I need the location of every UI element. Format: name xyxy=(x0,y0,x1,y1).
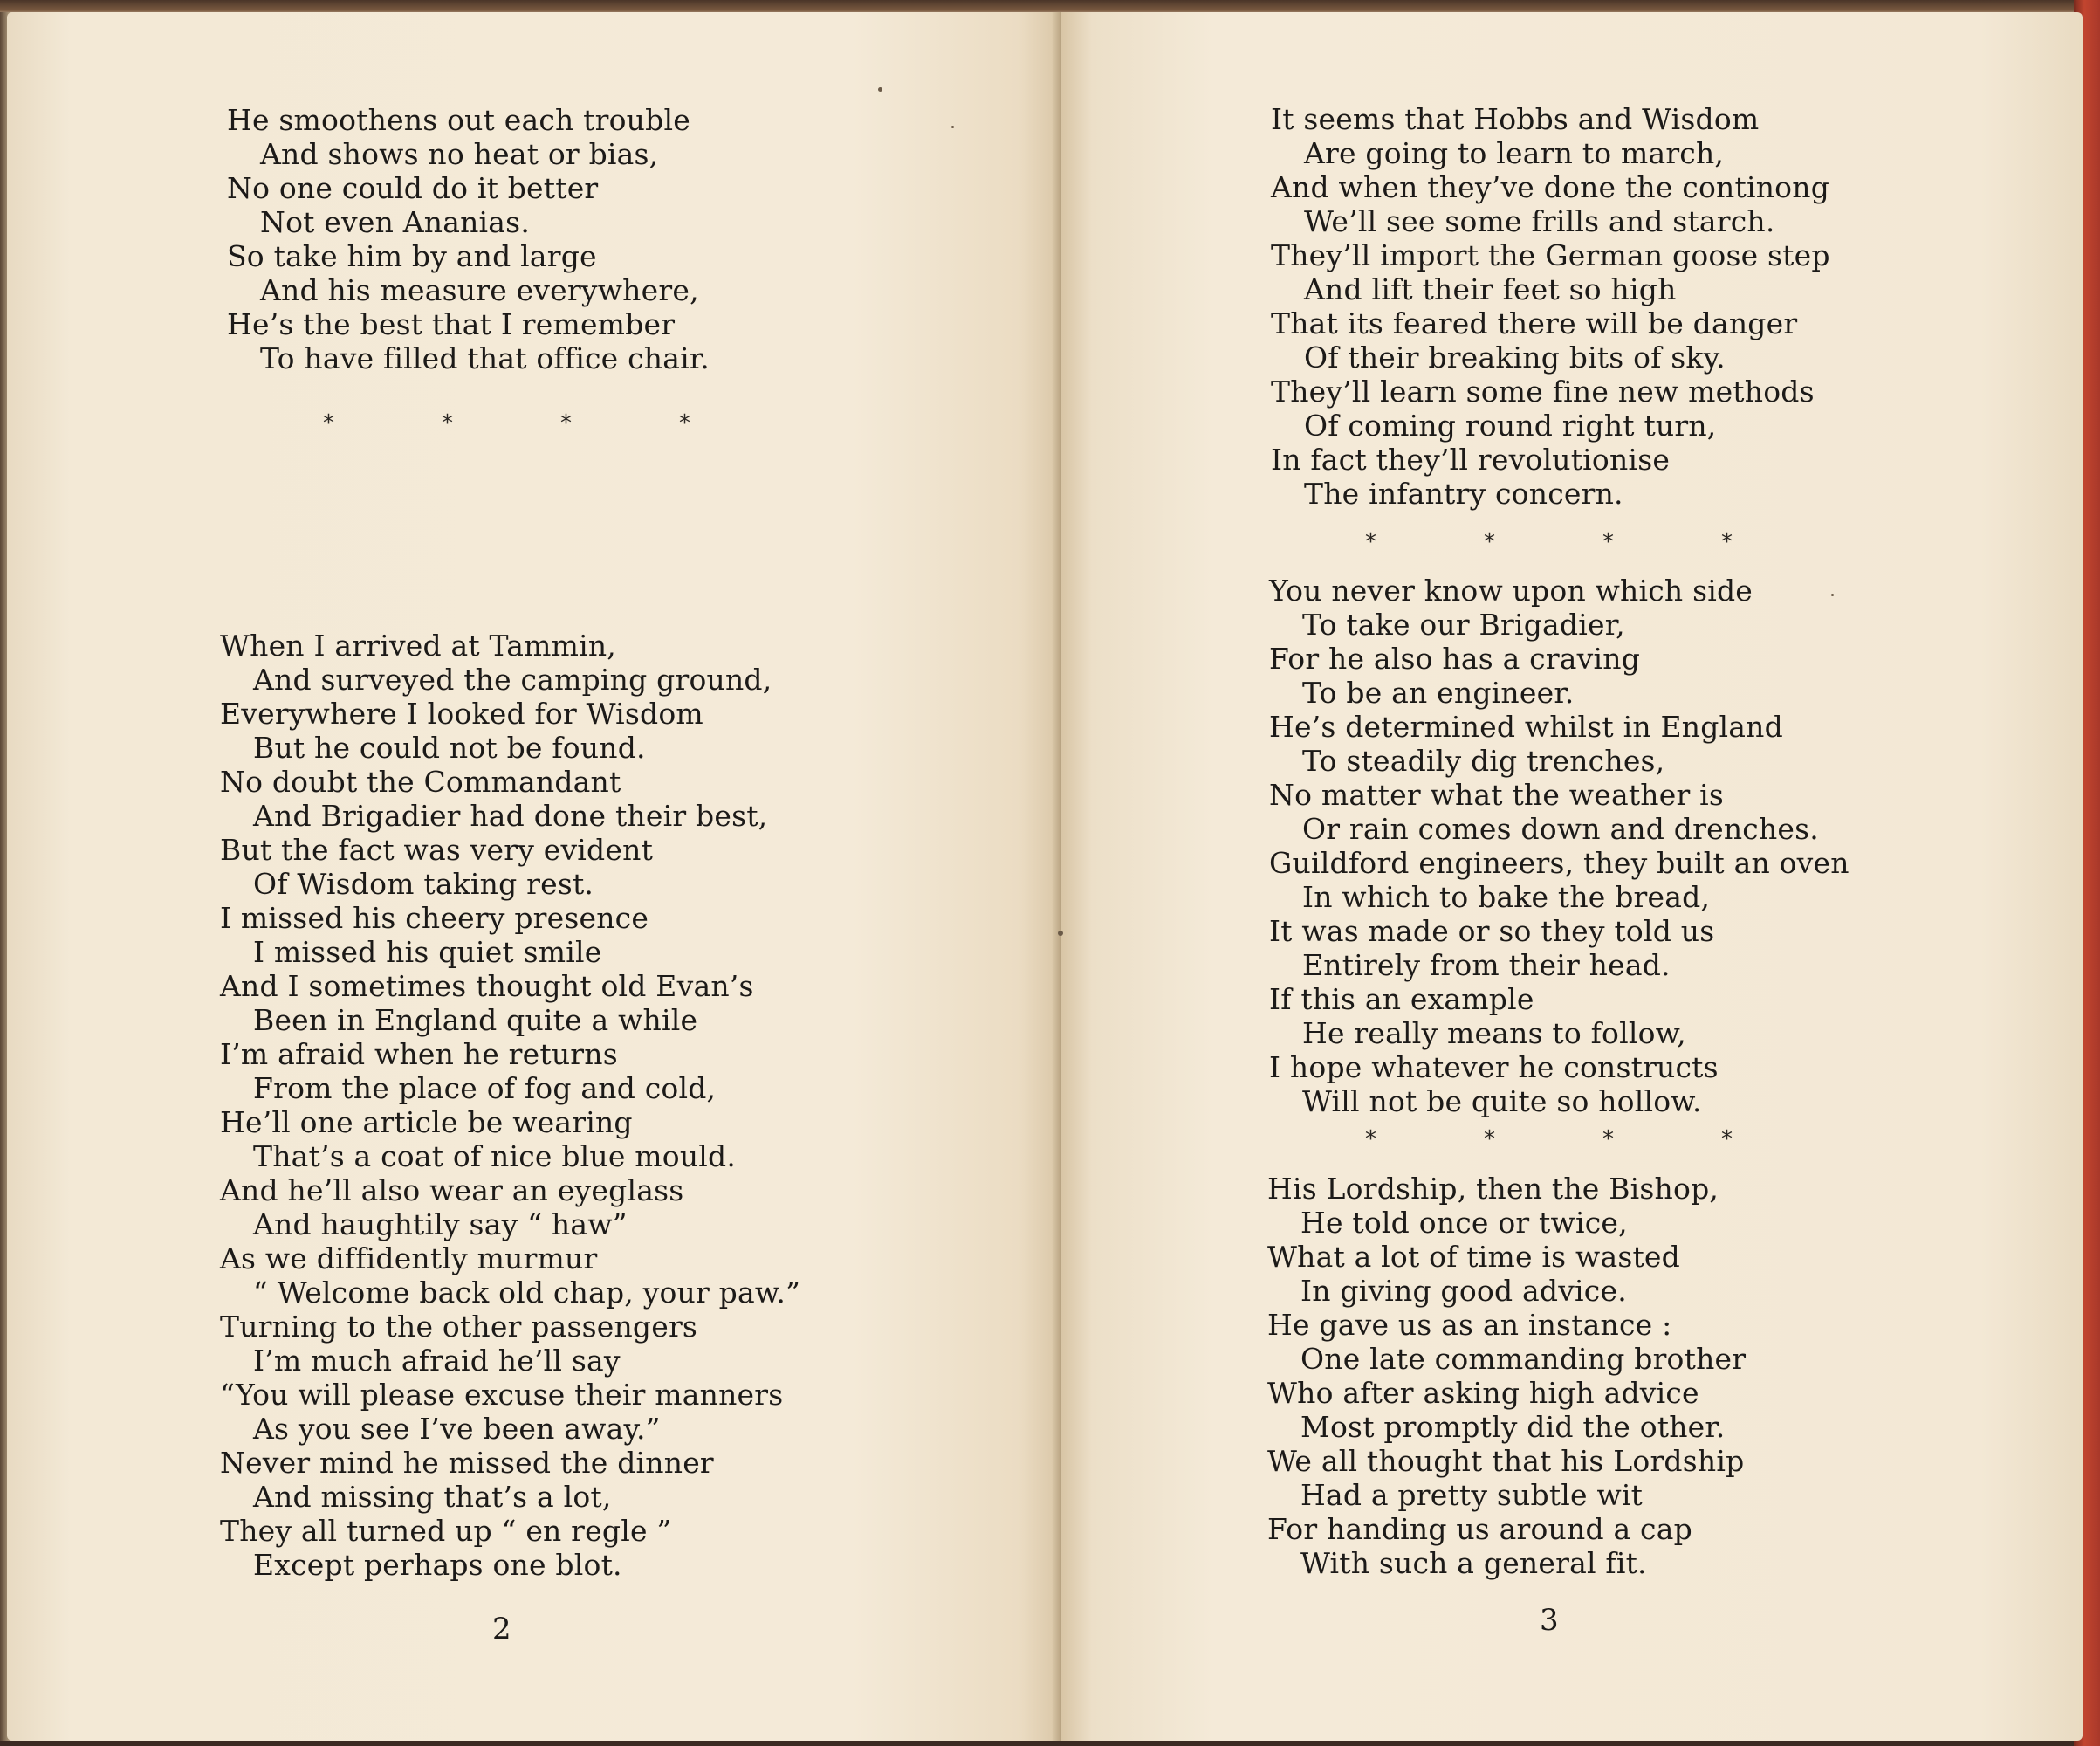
verse-line: When I arrived at Tammin, xyxy=(220,629,616,663)
verse-line: We’ll see some frills and starch. xyxy=(1304,204,1775,238)
verse-line: From the place of fog and cold, xyxy=(253,1071,717,1105)
verse-line: I missed his cheery presence xyxy=(220,901,649,935)
right-page xyxy=(1061,12,2083,1741)
asterisk-divider: * xyxy=(1484,529,1495,555)
verse-line: Of their breaking bits of sky. xyxy=(1304,340,1726,375)
verse-line: He’s the best that I remember xyxy=(227,307,676,341)
verse-line: And shows no heat or bias, xyxy=(260,137,659,171)
verse-line: You never know upon which side xyxy=(1269,574,1753,608)
verse-line: He’s determined whilst in England xyxy=(1269,710,1783,744)
verse-line: If this an example xyxy=(1269,982,1534,1016)
verse-line: I’m much afraid he’ll say xyxy=(253,1344,621,1378)
verse-line: They all turned up “ en regle ” xyxy=(220,1514,672,1548)
verse-line: As you see I’ve been away.” xyxy=(253,1412,661,1446)
asterisk-divider: * xyxy=(560,410,572,436)
verse-line: But the fact was very evident xyxy=(220,833,654,867)
verse-line: To take our Brigadier, xyxy=(1302,608,1625,642)
asterisk-divider: * xyxy=(1365,529,1376,555)
verse-line: That its feared there will be danger xyxy=(1271,306,1798,340)
paper-speck xyxy=(878,87,882,92)
asterisk-divider: * xyxy=(323,410,334,436)
verse-line: His Lordship, then the Bishop, xyxy=(1267,1172,1719,1206)
verse-line: It seems that Hobbs and Wisdom xyxy=(1271,102,1760,136)
asterisk-divider: * xyxy=(1721,529,1733,555)
verse-line: He’ll one article be wearing xyxy=(220,1105,633,1139)
asterisk-divider: * xyxy=(679,410,690,436)
paper-speck xyxy=(951,126,954,128)
verse-line: To steadily dig trenches, xyxy=(1302,744,1665,778)
verse-line: Never mind he missed the dinner xyxy=(220,1446,714,1480)
verse-line: In which to bake the bread, xyxy=(1302,880,1711,914)
verse-line: “ Welcome back old chap, your paw.” xyxy=(253,1275,801,1310)
verse-line: No doubt the Commandant xyxy=(220,765,621,799)
verse-line: Of coming round right turn, xyxy=(1304,409,1717,443)
page-number-left: 2 xyxy=(492,1612,511,1646)
verse-line: For handing us around a cap xyxy=(1267,1512,1692,1546)
verse-line: I missed his quiet smile xyxy=(253,935,602,969)
asterisk-divider: * xyxy=(442,410,453,436)
verse-line: They’ll import the German goose step xyxy=(1271,238,1830,272)
verse-line: So take him by and large xyxy=(227,239,597,273)
verse-line: No one could do it better xyxy=(227,171,599,205)
verse-line: As we diffidently murmur xyxy=(220,1241,598,1275)
verse-line: Except perhaps one blot. xyxy=(253,1548,622,1582)
verse-line: And his measure everywhere, xyxy=(260,273,699,307)
left-divider-stars xyxy=(323,410,798,436)
paper-speck xyxy=(1831,594,1834,596)
verse-line: Not even Ananias. xyxy=(260,205,531,239)
asterisk-divider: * xyxy=(1484,1126,1495,1152)
verse-line: And haughtily say “ haw” xyxy=(253,1207,628,1241)
verse-line: They’ll learn some fine new methods xyxy=(1271,375,1815,409)
verse-line: Are going to learn to march, xyxy=(1304,136,1725,170)
verse-line: For he also has a craving xyxy=(1269,642,1641,676)
page-number-right: 3 xyxy=(1540,1603,1559,1638)
verse-line: I’m afraid when he returns xyxy=(220,1037,618,1071)
left-stanza-1 xyxy=(227,103,710,375)
verse-line: The infantry concern. xyxy=(1304,477,1623,511)
right-divider-stars-2 xyxy=(1365,1126,1840,1152)
verse-line: One late commanding brother xyxy=(1300,1342,1747,1376)
asterisk-divider: * xyxy=(1365,1126,1376,1152)
verse-line: And lift their feet so high xyxy=(1304,272,1677,306)
asterisk-divider: * xyxy=(1602,529,1614,555)
right-stanza-3 xyxy=(1267,1172,1746,1580)
verse-line: Of Wisdom taking rest. xyxy=(253,867,594,901)
verse-line: He really means to follow, xyxy=(1302,1016,1686,1050)
verse-line: In giving good advice. xyxy=(1300,1274,1627,1308)
right-stanza-2 xyxy=(1269,574,1850,1118)
right-stanza-1 xyxy=(1271,102,1830,511)
verse-line: “You will please excuse their manners xyxy=(220,1378,784,1412)
verse-line: To have filled that office chair. xyxy=(260,341,710,375)
verse-line: He smoothens out each trouble xyxy=(227,103,690,137)
verse-line: Entirely from their head. xyxy=(1302,948,1671,982)
left-page xyxy=(7,12,1061,1741)
verse-line: But he could not be found. xyxy=(253,731,646,765)
verse-line: In fact they’ll revolutionise xyxy=(1271,443,1671,477)
verse-line: Guildford engineers, they built an oven xyxy=(1269,846,1850,880)
verse-line: That’s a coat of nice blue mould. xyxy=(253,1139,737,1173)
right-divider-stars-1 xyxy=(1365,529,1840,555)
verse-line: Will not be quite so hollow. xyxy=(1302,1084,1702,1118)
verse-line: Been in England quite a while xyxy=(253,1003,698,1037)
verse-line: Most promptly did the other. xyxy=(1300,1410,1726,1444)
asterisk-divider: * xyxy=(1602,1126,1614,1152)
left-stanza-2 xyxy=(220,629,800,1582)
asterisk-divider: * xyxy=(1721,1126,1733,1152)
verse-line: He gave us as an instance : xyxy=(1267,1308,1672,1342)
verse-line: It was made or so they told us xyxy=(1269,914,1715,948)
verse-line: Had a pretty subtle wit xyxy=(1300,1478,1644,1512)
verse-line: And when they’ve done the continong xyxy=(1271,170,1830,204)
verse-line: And surveyed the camping ground, xyxy=(253,663,772,697)
verse-line: Or rain comes down and drenches. xyxy=(1302,812,1819,846)
verse-line: He told once or twice, xyxy=(1300,1206,1628,1240)
verse-line: We all thought that his Lordship xyxy=(1267,1444,1745,1478)
verse-line: What a lot of time is wasted xyxy=(1267,1240,1680,1274)
paper-speck xyxy=(1058,931,1063,936)
verse-line: I hope whatever he constructs xyxy=(1269,1050,1719,1084)
verse-line: Who after asking high advice xyxy=(1267,1376,1699,1410)
verse-line: And he’ll also wear an eyeglass xyxy=(220,1173,684,1207)
verse-line: Turning to the other passengers xyxy=(220,1310,698,1344)
verse-line: And missing that’s a lot, xyxy=(253,1480,612,1514)
verse-line: To be an engineer. xyxy=(1302,676,1575,710)
verse-line: And I sometimes thought old Evan’s xyxy=(220,969,754,1003)
verse-line: And Brigadier had done their best, xyxy=(253,799,768,833)
verse-line: With such a general fit. xyxy=(1300,1546,1647,1580)
verse-line: Everywhere I looked for Wisdom xyxy=(220,697,703,731)
verse-line: No matter what the weather is xyxy=(1269,778,1725,812)
